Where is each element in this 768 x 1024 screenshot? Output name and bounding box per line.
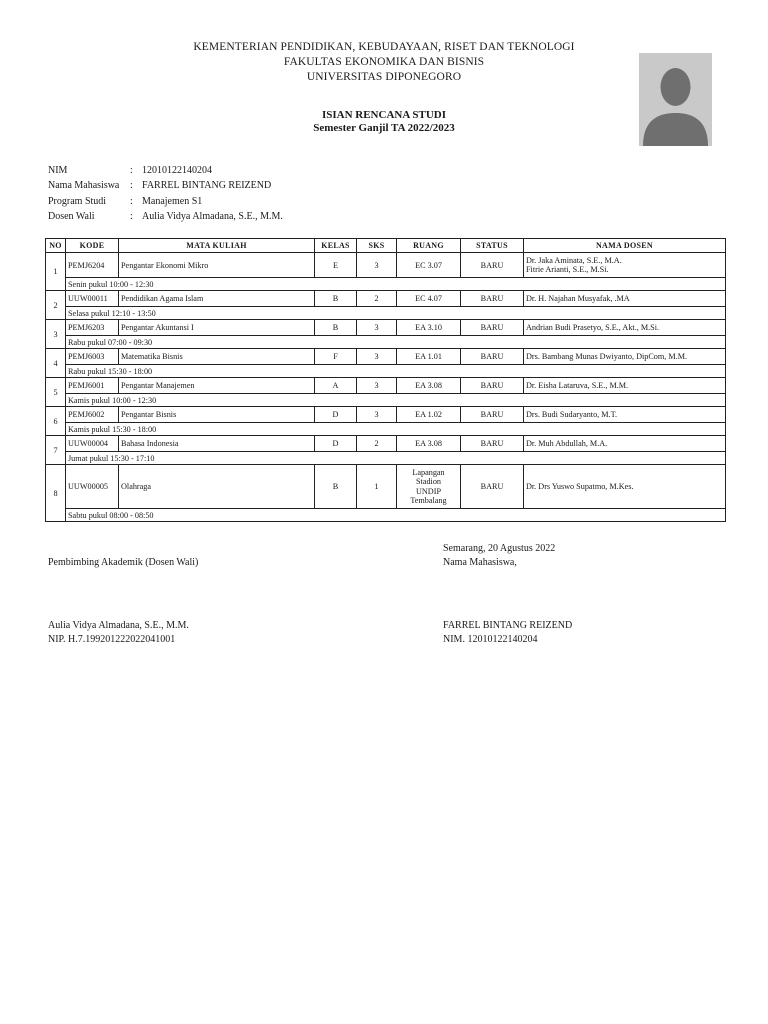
schedule-row (46, 278, 726, 291)
row-number: 5 (46, 378, 66, 407)
course-name: Matematika Bisnis (119, 349, 315, 365)
row-number: 2 (46, 291, 66, 320)
place-date: Semarang, 20 Agustus 2022 (443, 543, 556, 554)
course-schedule: Rabu pukul 15:30 - 18:00 (66, 365, 726, 378)
student-info (48, 163, 283, 224)
nim-label: NIM (48, 165, 68, 176)
schedule-row (46, 365, 726, 378)
course-room: EA 1.01 (397, 349, 461, 365)
course-room: EC 4.07 (397, 291, 461, 307)
course-credits: 2 (357, 436, 397, 452)
program-label: Program Studi (48, 195, 107, 207)
course-code: UUW00011 (66, 291, 119, 307)
course-code: UUW00005 (66, 465, 119, 509)
course-status: BARU (461, 465, 524, 509)
table-row (46, 436, 726, 452)
course-class: D (315, 436, 357, 452)
column-header: STATUS (461, 239, 524, 253)
lecturer-name: Dr. Muh Abdullah, M.A. (524, 436, 726, 452)
course-credits: 1 (357, 465, 397, 509)
separator: : (130, 195, 133, 207)
course-schedule: Kamis pukul 15:30 - 18:00 (66, 423, 726, 436)
course-status: BARU (461, 349, 524, 365)
course-room: EA 3.10 (397, 320, 461, 336)
advisor-role: Pembimbing Akademik (Dosen Wali) (48, 557, 199, 568)
program-value: Manajemen S1 (142, 195, 203, 207)
course-credits: 3 (357, 253, 397, 278)
course-code: PEMJ6002 (66, 407, 119, 423)
lecturer-name: Fitrie Arianti, S.E., M.Si. (526, 265, 609, 274)
course-name: Pendidikan Agama Islam (119, 291, 315, 307)
course-table (45, 238, 726, 522)
course-code: PEMJ6204 (66, 253, 119, 278)
title-main: ISIAN RENCANA STUDI (321, 109, 447, 121)
course-schedule: Selasa pukul 12:10 - 13:50 (66, 307, 726, 320)
lecturer-name: Dr. Jaka Aminata, S.E., M.A. (526, 255, 622, 265)
course-name: Pengantar Ekonomi Mikro (119, 253, 315, 278)
course-credits: 3 (357, 407, 397, 423)
course-status: BARU (461, 436, 524, 452)
room-line: Tembalang (410, 496, 447, 505)
advisor-row (48, 209, 283, 224)
course-code: PEMJ6203 (66, 320, 119, 336)
faculty-name: FAKULTAS EKONOMIKA DAN BISNIS (283, 56, 485, 68)
course-name: Pengantar Akuntansi I (119, 320, 315, 336)
name-label: Nama Mahasiswa (48, 180, 120, 192)
course-room: EA 3.08 (397, 378, 461, 394)
table-row (46, 407, 726, 423)
lecturer-name: Andrian Budi Prasetyo, S.E., Akt., M.Si. (524, 320, 726, 336)
room-line: UNDIP (415, 486, 442, 496)
lecturer-names (524, 253, 726, 278)
course-name: Bahasa Indonesia (119, 436, 315, 452)
course-class: B (315, 291, 357, 307)
course-code: PEMJ6003 (66, 349, 119, 365)
room-line: Stadion (415, 477, 442, 486)
course-status: BARU (461, 253, 524, 278)
course-room (397, 465, 461, 509)
nim-value: 12010122140204 (142, 165, 212, 176)
column-header: KODE (66, 239, 119, 253)
schedule-row (46, 452, 726, 465)
course-room: EA 3.08 (397, 436, 461, 452)
table-row (46, 349, 726, 365)
schedule-row (46, 394, 726, 407)
schedule-row (46, 423, 726, 436)
schedule-row (46, 336, 726, 349)
lecturer-name: Dr. Drs Yuswo Supatmo, M.Kes. (524, 465, 726, 509)
student-role: Nama Mahasiswa, (443, 557, 517, 568)
course-schedule: Kamis pukul 10:00 - 12:30 (66, 394, 726, 407)
lecturer-name: Dr. H. Najahan Musyafak, .MA (524, 291, 726, 307)
name-value: FARREL BINTANG REIZEND (142, 180, 272, 192)
table-row (46, 253, 726, 278)
program-row (48, 194, 283, 209)
course-schedule: Jumat pukul 15:30 - 17:10 (66, 452, 726, 465)
course-class: F (315, 349, 357, 365)
schedule-row (46, 307, 726, 320)
course-status: BARU (461, 378, 524, 394)
row-number: 8 (46, 465, 66, 522)
row-number: 7 (46, 436, 66, 465)
course-code: UUW00004 (66, 436, 119, 452)
course-status: BARU (461, 320, 524, 336)
name-row (48, 178, 283, 193)
advisor-value: Aulia Vidya Almadana, S.E., M.M. (142, 210, 283, 222)
course-room: EC 3.07 (397, 253, 461, 278)
advisor-signature-name: Aulia Vidya Almadana, S.E., M.M. (48, 620, 189, 631)
student-nim: NIM. 12010122140204 (443, 634, 538, 645)
course-class: A (315, 378, 357, 394)
course-status: BARU (461, 291, 524, 307)
title-semester: Semester Ganjil TA 2022/2023 (313, 122, 455, 134)
course-class: E (315, 253, 357, 278)
column-header: NO (46, 239, 66, 253)
course-credits: 3 (357, 378, 397, 394)
course-schedule: Senin pukul 10:00 - 12:30 (66, 278, 726, 291)
separator: : (130, 165, 133, 176)
schedule-row (46, 509, 726, 522)
lecturer-name: Drs. Budi Sudaryanto, M.T. (524, 407, 726, 423)
course-room: EA 1.02 (397, 407, 461, 423)
nim-row (48, 163, 283, 178)
document-title (0, 109, 768, 135)
column-header: SKS (357, 239, 397, 253)
course-status: BARU (461, 407, 524, 423)
ministry-name: KEMENTERIAN PENDIDIKAN, KEBUDAYAAN, RISET DAN TEKNOLOGI (193, 41, 575, 53)
row-number: 4 (46, 349, 66, 378)
student-signature-name: FARREL BINTANG REIZEND (443, 620, 573, 631)
column-header: RUANG (397, 239, 461, 253)
course-class: D (315, 407, 357, 423)
course-name: Pengantar Bisnis (119, 407, 315, 423)
column-header: MATA KULIAH (119, 239, 315, 253)
course-schedule: Sabtu pukul 08:00 - 08:50 (66, 509, 726, 522)
column-header: KELAS (315, 239, 357, 253)
row-number: 6 (46, 407, 66, 436)
row-number: 3 (46, 320, 66, 349)
table-row (46, 320, 726, 336)
table-row (46, 378, 726, 394)
room-line: Lapangan (412, 467, 445, 477)
course-class: B (315, 320, 357, 336)
course-name: Pengantar Manajemen (119, 378, 315, 394)
course-code: PEMJ6001 (66, 378, 119, 394)
course-credits: 3 (357, 320, 397, 336)
advisor-label: Dosen Wali (48, 210, 95, 222)
advisor-nip: NIP. H.7.199201222022041001 (48, 634, 176, 645)
course-class: B (315, 465, 357, 509)
table-row (46, 291, 726, 307)
row-number: 1 (46, 253, 66, 291)
table-header-row (46, 239, 726, 253)
separator: : (130, 210, 133, 222)
university-name: UNIVERSITAS DIPONEGORO (306, 71, 462, 83)
column-header: NAMA DOSEN (524, 239, 726, 253)
course-schedule: Rabu pukul 07:00 - 09:30 (66, 336, 726, 349)
course-name: Olahraga (119, 465, 315, 509)
lecturer-name: Dr. Eisha Lataruva, S.E., M.M. (524, 378, 726, 394)
lecturer-name: Drs. Bambang Munas Dwiyanto, DipCom, M.M. (524, 349, 726, 365)
table-row (46, 465, 726, 509)
course-credits: 3 (357, 349, 397, 365)
separator: : (130, 180, 133, 192)
course-credits: 2 (357, 291, 397, 307)
